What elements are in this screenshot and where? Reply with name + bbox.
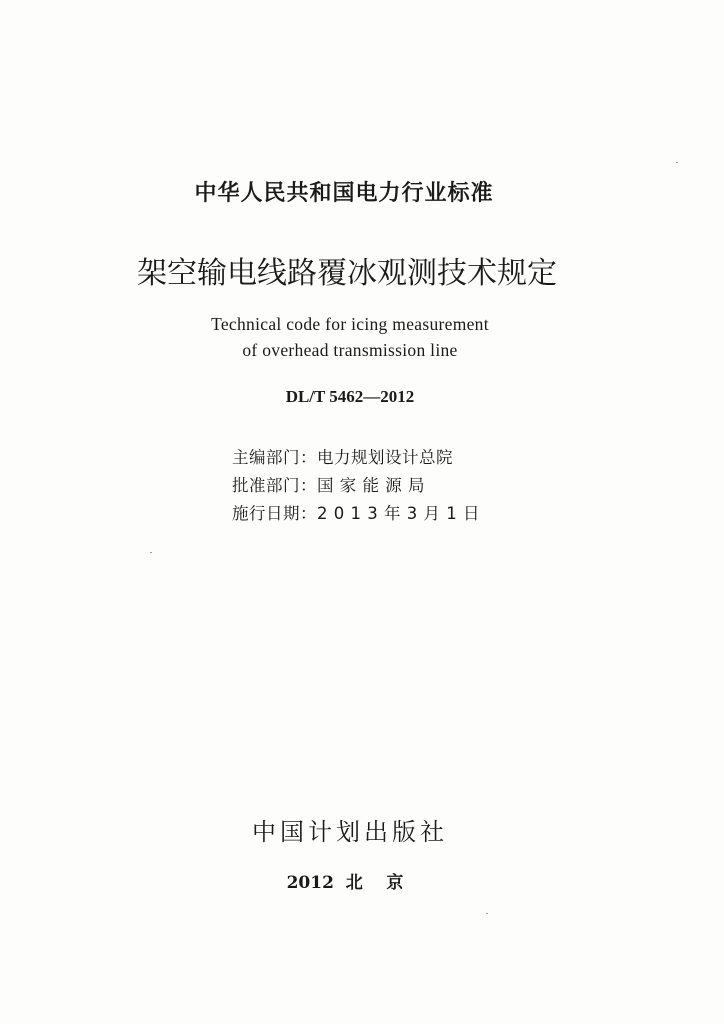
- publication-year-place: 2012 北 京: [286, 873, 404, 893]
- scan-speck: [150, 552, 152, 553]
- effective-date: 施行日期：2 0 1 3 年 3 月 1 日: [232, 504, 480, 523]
- editor-department: 主编部门：电力规划设计总院: [232, 448, 453, 467]
- scan-speck: [486, 913, 488, 914]
- title-english-line-2: of overhead transmission line: [242, 340, 458, 360]
- standard-number: DL/T 5462—2012: [285, 387, 415, 406]
- meta-block: [232, 444, 480, 528]
- standard-category: 中华人民共和国电力行业标准: [194, 181, 494, 206]
- approval-department: 批准部门：国 家 能 源 局: [232, 476, 425, 495]
- title-english-line-1: Technical code for icing measurement: [211, 314, 489, 334]
- title-chinese: 架空输电线路覆冰观测技术规定: [137, 256, 557, 291]
- scan-speck: [676, 162, 678, 163]
- publisher: 中国计划出版社: [252, 818, 448, 846]
- title-english: [0, 311, 700, 363]
